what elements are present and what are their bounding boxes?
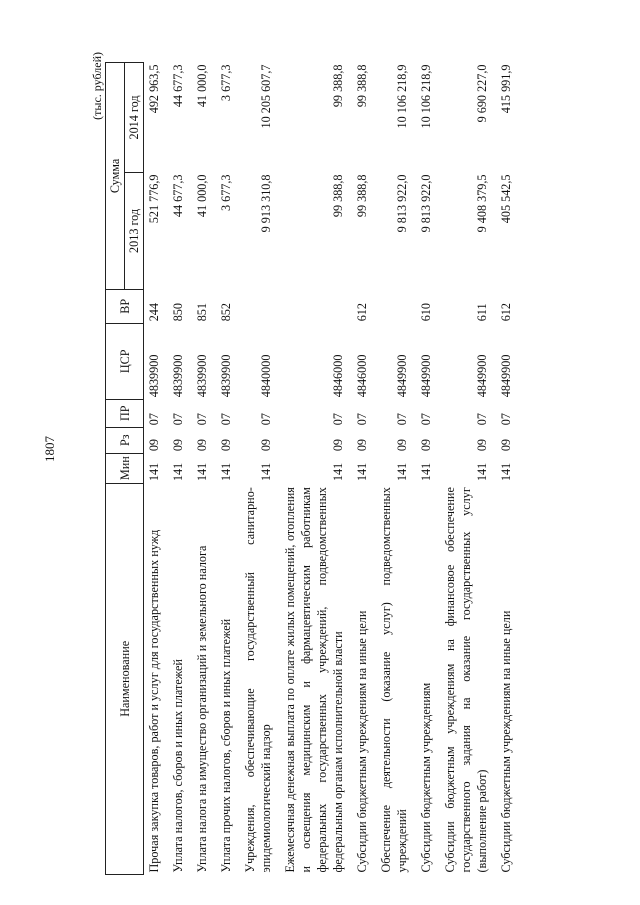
cell-pr: 07 (499, 413, 513, 426)
cell-2014: 41 000,0 (195, 64, 209, 108)
cell-min: 141 (395, 462, 409, 482)
table-row (352, 63, 376, 875)
cell-name: Субсидии бюджетным учреждениям на иные цели (355, 610, 369, 873)
cell-vr (280, 289, 352, 323)
cell-min: 141 (419, 462, 433, 482)
cell-pr: 07 (171, 413, 185, 426)
cell-vr: 610 (419, 303, 433, 322)
cell-2014: 99 388,8 (331, 64, 345, 108)
header-rz: Рз (106, 427, 144, 453)
cell-rz: 09 (419, 438, 433, 452)
cell-vr: 850 (171, 303, 185, 322)
header-min: Мин (106, 453, 144, 483)
table-row (240, 63, 280, 875)
cell-2013: 99 388,8 (355, 174, 369, 218)
cell-2013: 9 813 922,0 (419, 174, 433, 233)
cell-2013: 405 542,5 (499, 174, 513, 224)
table-row (376, 63, 416, 875)
cell-min: 141 (499, 462, 513, 482)
header-name: Наименование (106, 483, 144, 874)
cell-rz: 09 (395, 438, 409, 452)
header-2013: 2013 год (125, 172, 144, 289)
header-pr: ПР (106, 399, 144, 427)
cell-min: 141 (259, 462, 273, 482)
cell-2014: 9 690 227,0 (475, 64, 489, 123)
cell-2014: 10 106 218,9 (395, 64, 409, 129)
cell-min: 141 (331, 462, 345, 482)
units-label: (тыс. рублей) (90, 52, 104, 120)
cell-2013: 9 813 922,0 (395, 174, 409, 233)
cell-vr: 612 (499, 303, 513, 322)
cell-csr: 4846000 (331, 354, 345, 398)
cell-pr: 07 (395, 413, 409, 426)
cell-min: 141 (147, 462, 161, 482)
table-row (280, 63, 352, 875)
cell-2014: 492 963,5 (147, 64, 161, 114)
table-row (496, 63, 520, 875)
cell-pr: 07 (475, 413, 489, 426)
cell-2013: 99 388,8 (331, 174, 345, 218)
table-row (216, 63, 240, 875)
header-sum: Сумма (106, 63, 125, 290)
cell-name: Субсидии бюджетным учреждениям (419, 682, 433, 873)
cell-name: Прочая закупка товаров, работ и услуг для государственных нужд (147, 529, 161, 873)
cell-2013: 44 677,3 (171, 174, 185, 218)
cell-csr: 4849900 (499, 354, 513, 398)
cell-pr: 07 (195, 413, 209, 426)
table-row (192, 63, 216, 875)
cell-2013: 521 776,9 (147, 174, 161, 224)
cell-csr: 4840000 (259, 354, 273, 398)
cell-csr: 4839900 (219, 354, 233, 398)
cell-vr: 851 (195, 303, 209, 322)
budget-table (105, 62, 520, 875)
table-row (168, 63, 192, 875)
cell-min: 141 (195, 462, 209, 482)
table-row (416, 63, 440, 875)
table-row (144, 63, 169, 875)
cell-min: 141 (171, 462, 185, 482)
cell-pr: 07 (331, 413, 345, 426)
cell-name: Уплата налогов, сборов и иных платежей (171, 659, 185, 873)
cell-rz: 09 (195, 438, 209, 452)
cell-csr: 4849900 (475, 354, 489, 398)
page-number: 1807 (42, 436, 57, 462)
cell-name: Уплата прочих налогов, сборов и иных платежей (219, 618, 233, 873)
cell-csr: 4839900 (147, 354, 161, 398)
table-body (144, 63, 521, 875)
header-vr: ВР (106, 289, 144, 323)
cell-min: 141 (219, 462, 233, 482)
cell-csr: 4849900 (419, 354, 433, 398)
cell-2014: 99 388,8 (355, 64, 369, 108)
cell-name: Субсидии бюджетным учреждениям на финансовое обеспечение государственного задания на оказание государственных услуг (выполнение работ) (443, 487, 489, 873)
cell-name: Ежемесячная денежная выплата по оплате жилых помещений, отопления и освещения медицинским и фармацевтическим работникам федеральных государственных учреждений, подведомственных федеральным органам исполнительной власти (283, 487, 345, 873)
cell-name: Обеспечение деятельности (оказание услуг) подведомственных учреждений (379, 487, 409, 873)
cell-2013: 3 677,3 (219, 174, 233, 212)
cell-min: 141 (355, 462, 369, 482)
cell-csr: 4846000 (355, 354, 369, 398)
cell-rz: 09 (171, 438, 185, 452)
cell-2013: 41 000,0 (195, 174, 209, 218)
cell-vr: 611 (475, 303, 489, 322)
cell-rz: 09 (331, 438, 345, 452)
cell-min: 141 (475, 462, 489, 482)
cell-vr (376, 289, 416, 323)
cell-name: Учреждения, обеспечивающие государственный санитарно-эпидемиологический надзор (243, 487, 273, 873)
header-csr: ЦСР (106, 323, 144, 399)
cell-vr: 612 (355, 303, 369, 322)
cell-pr: 07 (355, 413, 369, 426)
cell-csr: 4839900 (171, 354, 185, 398)
cell-rz: 09 (259, 438, 273, 452)
cell-2014: 415 991,9 (499, 64, 513, 114)
cell-rz: 09 (355, 438, 369, 452)
cell-vr: 852 (219, 303, 233, 322)
cell-vr (240, 289, 280, 323)
cell-pr: 07 (147, 413, 161, 426)
cell-csr: 4839900 (195, 354, 209, 398)
cell-2014: 10 106 218,9 (419, 64, 433, 129)
cell-2013: 9 408 379,5 (475, 174, 489, 233)
cell-csr: 4849900 (395, 354, 409, 398)
cell-name: Субсидии бюджетным учреждениям на иные цели (499, 610, 513, 873)
cell-2014: 10 205 607,7 (259, 64, 273, 129)
cell-rz: 09 (147, 438, 161, 452)
cell-pr: 07 (419, 413, 433, 426)
cell-name: Уплата налога на имущество организаций и земельного налога (195, 545, 209, 873)
cell-rz: 09 (499, 438, 513, 452)
cell-pr: 07 (259, 413, 273, 426)
table-row (440, 63, 496, 875)
cell-2014: 3 677,3 (219, 64, 233, 102)
header-2014: 2014 год (125, 63, 144, 173)
cell-2013: 9 913 310,8 (259, 174, 273, 233)
cell-vr: 244 (147, 303, 161, 322)
cell-pr: 07 (219, 413, 233, 426)
cell-rz: 09 (219, 438, 233, 452)
cell-2014: 44 677,3 (171, 64, 185, 108)
cell-rz: 09 (475, 438, 489, 452)
